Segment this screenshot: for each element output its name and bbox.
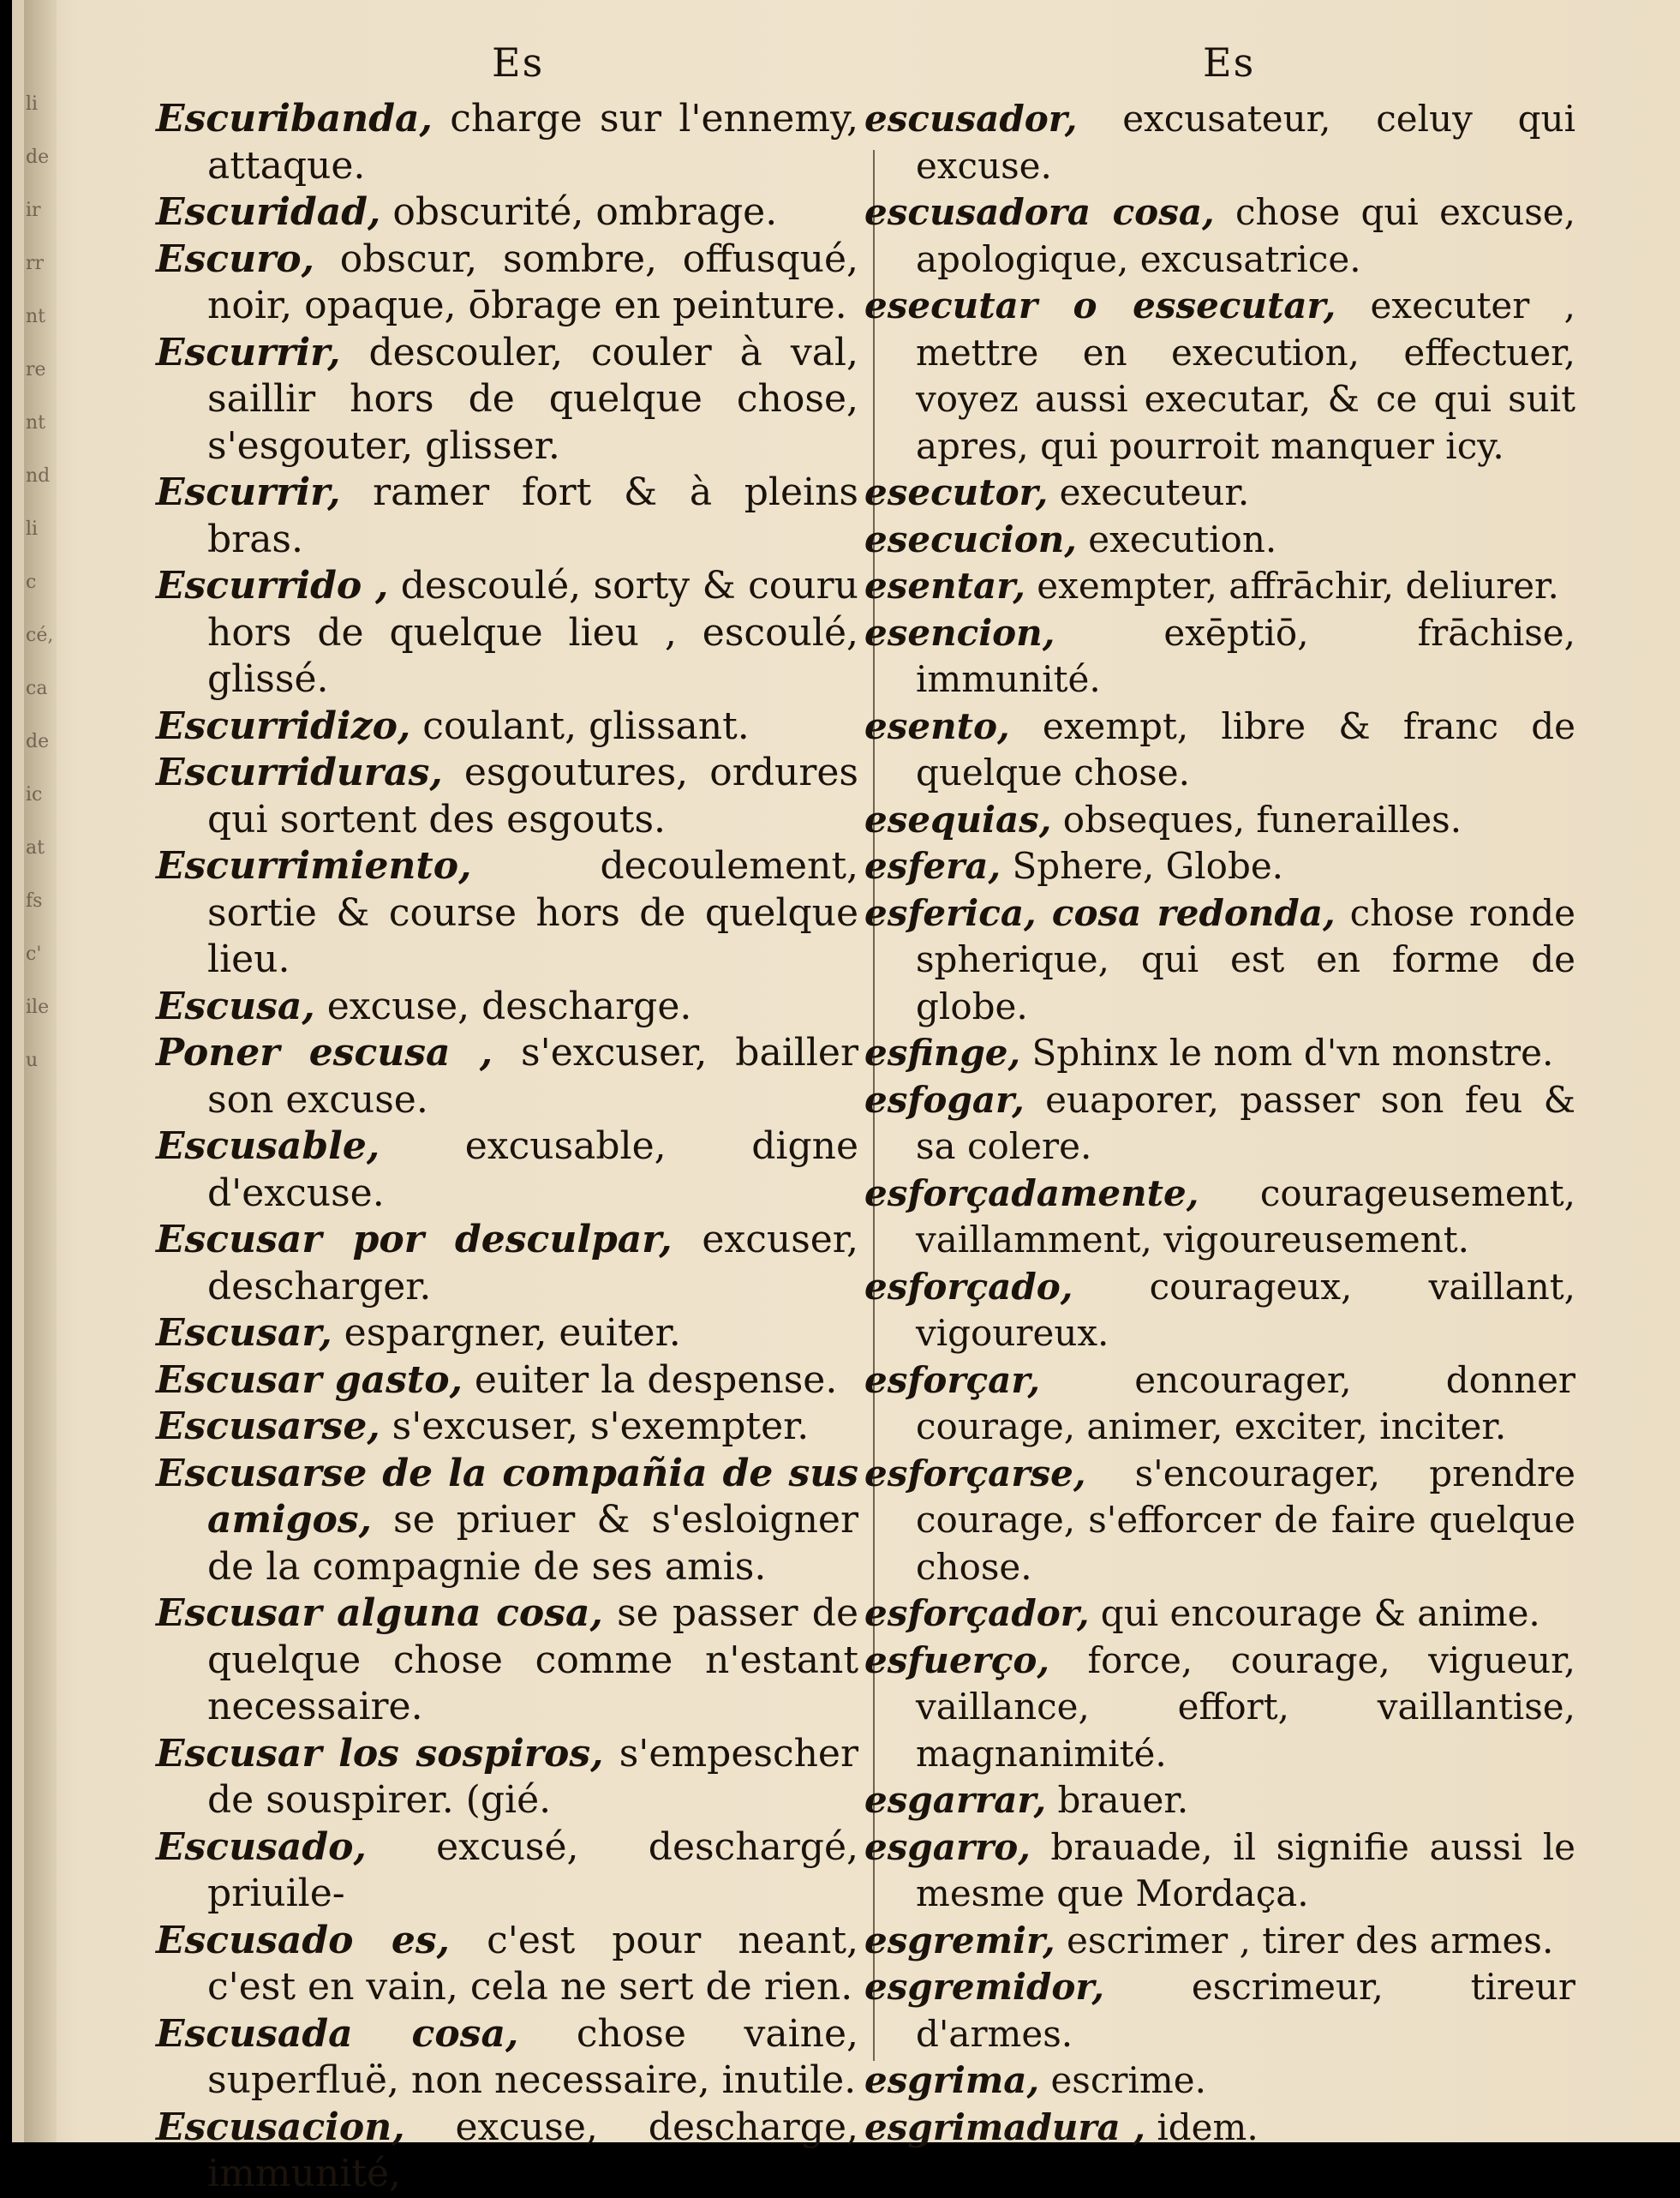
entry-definition: esgoutures, ordures qui sortent des esgouts. xyxy=(207,751,858,841)
entry-definition: escrime. xyxy=(1039,2059,1206,2101)
dictionary-entry xyxy=(156,237,858,330)
entry-headword: Escuro, xyxy=(156,237,314,281)
bleed-mark: ic xyxy=(26,784,43,806)
entry-headword: Escusado, xyxy=(156,1824,367,1869)
entry-definition: execution. xyxy=(1076,518,1277,560)
entry-definition: ramer fort & à pleins bras. xyxy=(207,470,858,561)
bleed-mark: nt xyxy=(26,306,46,327)
entry-definition: s'excuser, s'exempter. xyxy=(380,1404,810,1448)
dictionary-entry xyxy=(864,1030,1575,1077)
bleed-mark: de xyxy=(26,147,50,168)
entry-headword: esfinge, xyxy=(864,1032,1021,1074)
left-column xyxy=(156,96,858,2198)
bleed-mark: nt xyxy=(26,412,46,434)
entry-definition: se priuer & s'esloigner de la compagnie de ses amis. xyxy=(207,1498,858,1589)
bleed-mark: ir xyxy=(26,200,41,221)
entry-headword: Escusa, xyxy=(156,984,315,1028)
entry-headword: esfuerço, xyxy=(864,1638,1050,1681)
dictionary-entry xyxy=(864,610,1575,704)
entry-definition: executer , mettre en execution, effectuer, voyez aussi executar, & ce qui suit apres, qui pourroit manquer icy. xyxy=(916,284,1575,467)
bleed-mark: at xyxy=(26,837,45,859)
entry-headword: Escuridad, xyxy=(156,190,381,234)
entry-definition: s'encourager, prendre courage, s'efforcer de faire quelque chose. xyxy=(916,1452,1575,1588)
bleed-mark: re xyxy=(26,359,46,380)
entry-definition: qui encourage & anime. xyxy=(1089,1592,1540,1634)
dictionary-entry xyxy=(864,1264,1575,1357)
bleed-mark: c xyxy=(26,572,37,593)
dictionary-entry xyxy=(864,797,1575,844)
entry-definition: charge sur l'ennemy, attaque. xyxy=(207,97,858,188)
entry-headword: esfera, xyxy=(864,845,1001,887)
entry-headword: Escusar, xyxy=(156,1311,332,1355)
dictionary-entry xyxy=(864,704,1575,797)
entry-definition: Sphere, Globe. xyxy=(1001,845,1284,887)
entry-definition: courageux, vaillant, vigoureux. xyxy=(916,1265,1575,1354)
entry-definition: obscurité, ombrage. xyxy=(380,190,778,234)
dictionary-entry xyxy=(864,1638,1575,1778)
dictionary-entry xyxy=(156,1824,858,1918)
right-running-header: Es xyxy=(1203,39,1256,86)
dictionary-entry xyxy=(156,563,858,704)
entry-definition: idem. xyxy=(1145,2105,1259,2148)
entry-headword: Escusar por desculpar, xyxy=(156,1218,673,1261)
dictionary-entry xyxy=(864,1777,1575,1824)
dictionary-entry xyxy=(156,470,858,563)
bleed-mark: ca xyxy=(26,678,48,699)
entry-definition: se passer de quelque chose comme n'estant necessaire. xyxy=(207,1591,858,1728)
entry-headword: Escurridizo, xyxy=(156,704,411,748)
bleed-mark: nd xyxy=(26,465,51,487)
entry-definition: brauade, il signifie aussi le mesme que Mordaça. xyxy=(916,1825,1575,1914)
dictionary-entry xyxy=(864,1357,1575,1451)
entry-definition: espargner, euiter. xyxy=(332,1311,681,1355)
entry-definition: exēptiō, frāchise, immunité. xyxy=(916,611,1575,700)
dictionary-entry xyxy=(156,1590,858,1731)
entry-definition: excuser, descharger. xyxy=(207,1218,858,1309)
dictionary-entry xyxy=(156,1357,858,1404)
entry-headword: Escusarse, xyxy=(156,1404,380,1448)
entry-definition: executeur. xyxy=(1048,471,1250,513)
entry-headword: esgremir, xyxy=(864,1919,1055,1961)
entry-headword: Escusacion, xyxy=(156,2105,405,2149)
dictionary-entry xyxy=(156,750,858,843)
dictionary-entry xyxy=(864,1077,1575,1171)
entry-headword: esforçadamente, xyxy=(864,1171,1199,1214)
entry-definition: excusateur, celuy qui excuse. xyxy=(916,98,1575,187)
entry-headword: esecucion, xyxy=(864,518,1077,560)
dictionary-entry xyxy=(156,330,858,470)
bleed-mark: cé, xyxy=(26,625,54,646)
dictionary-entry xyxy=(156,189,858,237)
entry-headword: esforçado, xyxy=(864,1265,1073,1308)
entry-headword: Escusar gasto, xyxy=(156,1357,463,1402)
entry-definition: chose ronde spherique, qui est en forme de globe. xyxy=(916,891,1575,1027)
entry-headword: Escurrido , xyxy=(156,564,389,608)
dictionary-entry xyxy=(156,2011,858,2105)
entry-headword: esequias, xyxy=(864,798,1052,841)
entry-definition: excusé, deschargé, priuile- xyxy=(207,1824,858,1915)
dictionary-page xyxy=(12,0,1680,2195)
dictionary-entry xyxy=(156,1310,858,1357)
entry-definition: euiter la despense. xyxy=(462,1357,838,1402)
entry-headword: Escurrir, xyxy=(156,330,341,374)
dictionary-entry xyxy=(864,843,1575,890)
dictionary-entry xyxy=(864,96,1575,189)
entry-definition: decoulement, sortie & course hors de quelque lieu. xyxy=(207,844,858,981)
dictionary-entry xyxy=(864,890,1575,1031)
entry-definition: exempter, affrāchir, deliurer. xyxy=(1025,565,1559,607)
dictionary-entry xyxy=(156,1451,858,1591)
dictionary-entry xyxy=(156,1030,858,1123)
dictionary-entry xyxy=(156,843,858,984)
dictionary-entry xyxy=(864,283,1575,470)
bleed-mark: fs xyxy=(26,890,43,912)
dictionary-entry xyxy=(864,1451,1575,1591)
entry-headword: escusador, xyxy=(864,98,1078,140)
entry-definition: c'est pour neant, c'est en vain, cela ne sert de rien. xyxy=(207,1918,859,2009)
entry-headword: esgrimadura , xyxy=(864,2105,1145,2148)
dictionary-entry xyxy=(156,1918,858,2011)
entry-headword: Escuribanda, xyxy=(156,97,433,141)
entry-definition: escrimer , tirer des armes. xyxy=(1055,1919,1554,1961)
bleed-mark: u xyxy=(26,1050,39,1071)
entry-headword: esforçador, xyxy=(864,1592,1090,1634)
entry-definition: excuse, descharge. xyxy=(314,984,692,1028)
entry-headword: esferica, cosa redonda, xyxy=(864,891,1336,934)
dictionary-entry xyxy=(864,1918,1575,1965)
entry-definition: descouler, couler à val, saillir hors de quelque chose, s'esgouter, glisser. xyxy=(207,330,858,468)
dictionary-entry xyxy=(864,2105,1575,2152)
entry-definition: chose qui excuse, apologique, excusatrice. xyxy=(916,191,1575,280)
entry-definition: force, courage, vigueur, vaillance, effort, vaillantise, magnanimité. xyxy=(916,1638,1575,1775)
entry-headword: Escusable, xyxy=(156,1124,380,1168)
bleed-mark: ile xyxy=(26,997,50,1018)
entry-definition: euaporer, passer son feu & sa colere. xyxy=(916,1078,1575,1167)
dictionary-entry xyxy=(864,563,1575,610)
dictionary-entry xyxy=(864,470,1575,517)
entry-definition: coulant, glissant. xyxy=(410,704,750,748)
right-column xyxy=(864,96,1575,2151)
dictionary-entry xyxy=(864,517,1575,564)
entry-headword: esencion, xyxy=(864,611,1055,654)
dictionary-entry xyxy=(864,1171,1575,1264)
bleed-mark: li xyxy=(26,93,39,115)
bleed-mark: c' xyxy=(26,943,42,965)
dictionary-entry xyxy=(156,984,858,1031)
dictionary-entry xyxy=(864,189,1575,283)
entry-headword: esforçar, xyxy=(864,1358,1041,1401)
dictionary-entry xyxy=(156,1404,858,1451)
dictionary-entry xyxy=(864,1824,1575,1918)
dictionary-entry xyxy=(156,1217,858,1310)
entry-definition: chose vaine, superfluë, non necessaire, inutile. xyxy=(207,2011,859,2102)
entry-headword: Escusarse de la compañia de sus amigos, xyxy=(156,1451,858,1542)
entry-definition: obseques, funerailles. xyxy=(1051,798,1462,841)
entry-definition: excusable, digne d'excuse. xyxy=(207,1124,858,1215)
entry-headword: esfogar, xyxy=(864,1078,1025,1121)
entry-headword: Poner escusa , xyxy=(156,1031,493,1075)
entry-headword: esgarrar, xyxy=(864,1779,1047,1821)
entry-definition: exempt, libre & franc de quelque chose. xyxy=(916,704,1575,794)
entry-headword: esecutar o essecutar, xyxy=(864,284,1336,326)
entry-definition: obscur, sombre, offusqué, noir, opaque, ōbrage en peinture. xyxy=(207,237,858,327)
dictionary-entry xyxy=(156,2105,858,2198)
dictionary-entry xyxy=(156,704,858,751)
entry-definition: courageusement, vaillamment, vigoureusement. xyxy=(916,1171,1575,1261)
entry-headword: esforçarse, xyxy=(864,1452,1086,1494)
entry-headword: Escurriduras, xyxy=(156,751,443,794)
entry-headword: Escurrimiento, xyxy=(156,844,472,888)
entry-headword: Escusar los sospiros, xyxy=(156,1731,604,1776)
entry-headword: esento, xyxy=(864,704,1010,747)
entry-headword: Escusar alguna cosa, xyxy=(156,1591,603,1635)
entry-definition: escrimeur, tireur d'armes. xyxy=(916,1966,1575,2055)
dictionary-entry xyxy=(864,2057,1575,2105)
entry-definition: encourager, donner courage, animer, exciter, inciter. xyxy=(916,1358,1575,1447)
entry-headword: escusadora cosa, xyxy=(864,191,1215,233)
dictionary-entry xyxy=(156,1123,858,1217)
entry-definition: descoulé, sorty & couru hors de quelque lieu , escoulé, glissé. xyxy=(207,564,858,701)
dictionary-entry xyxy=(156,96,858,189)
entry-definition: Sphinx le nom d'vn monstre. xyxy=(1020,1032,1554,1074)
entry-headword: Escurrir, xyxy=(156,470,341,514)
entry-headword: esgrima, xyxy=(864,2059,1040,2101)
bleed-mark: rr xyxy=(26,253,45,274)
entry-definition: excuse, descharge, immunité, xyxy=(207,2105,858,2195)
entry-headword: esgremidor, xyxy=(864,1966,1105,2008)
bleed-mark: li xyxy=(26,518,39,540)
entry-definition: brauer. xyxy=(1046,1779,1189,1821)
entry-headword: Escusada cosa, xyxy=(156,2011,519,2056)
entry-definition: s'excuser, bailler son excuse. xyxy=(207,1031,858,1122)
bleed-mark: de xyxy=(26,731,50,752)
entry-definition: s'empescher de souspirer. (gié. xyxy=(207,1731,859,1822)
entry-headword: Escusado es, xyxy=(156,1918,451,1962)
entry-headword: esgarro, xyxy=(864,1825,1031,1868)
left-running-header: Es xyxy=(492,39,545,86)
dictionary-entry xyxy=(864,1964,1575,2057)
dictionary-entry xyxy=(864,1590,1575,1638)
entry-headword: esecutor, xyxy=(864,471,1049,513)
entry-headword: esentar, xyxy=(864,565,1025,607)
dictionary-entry xyxy=(156,1731,858,1824)
